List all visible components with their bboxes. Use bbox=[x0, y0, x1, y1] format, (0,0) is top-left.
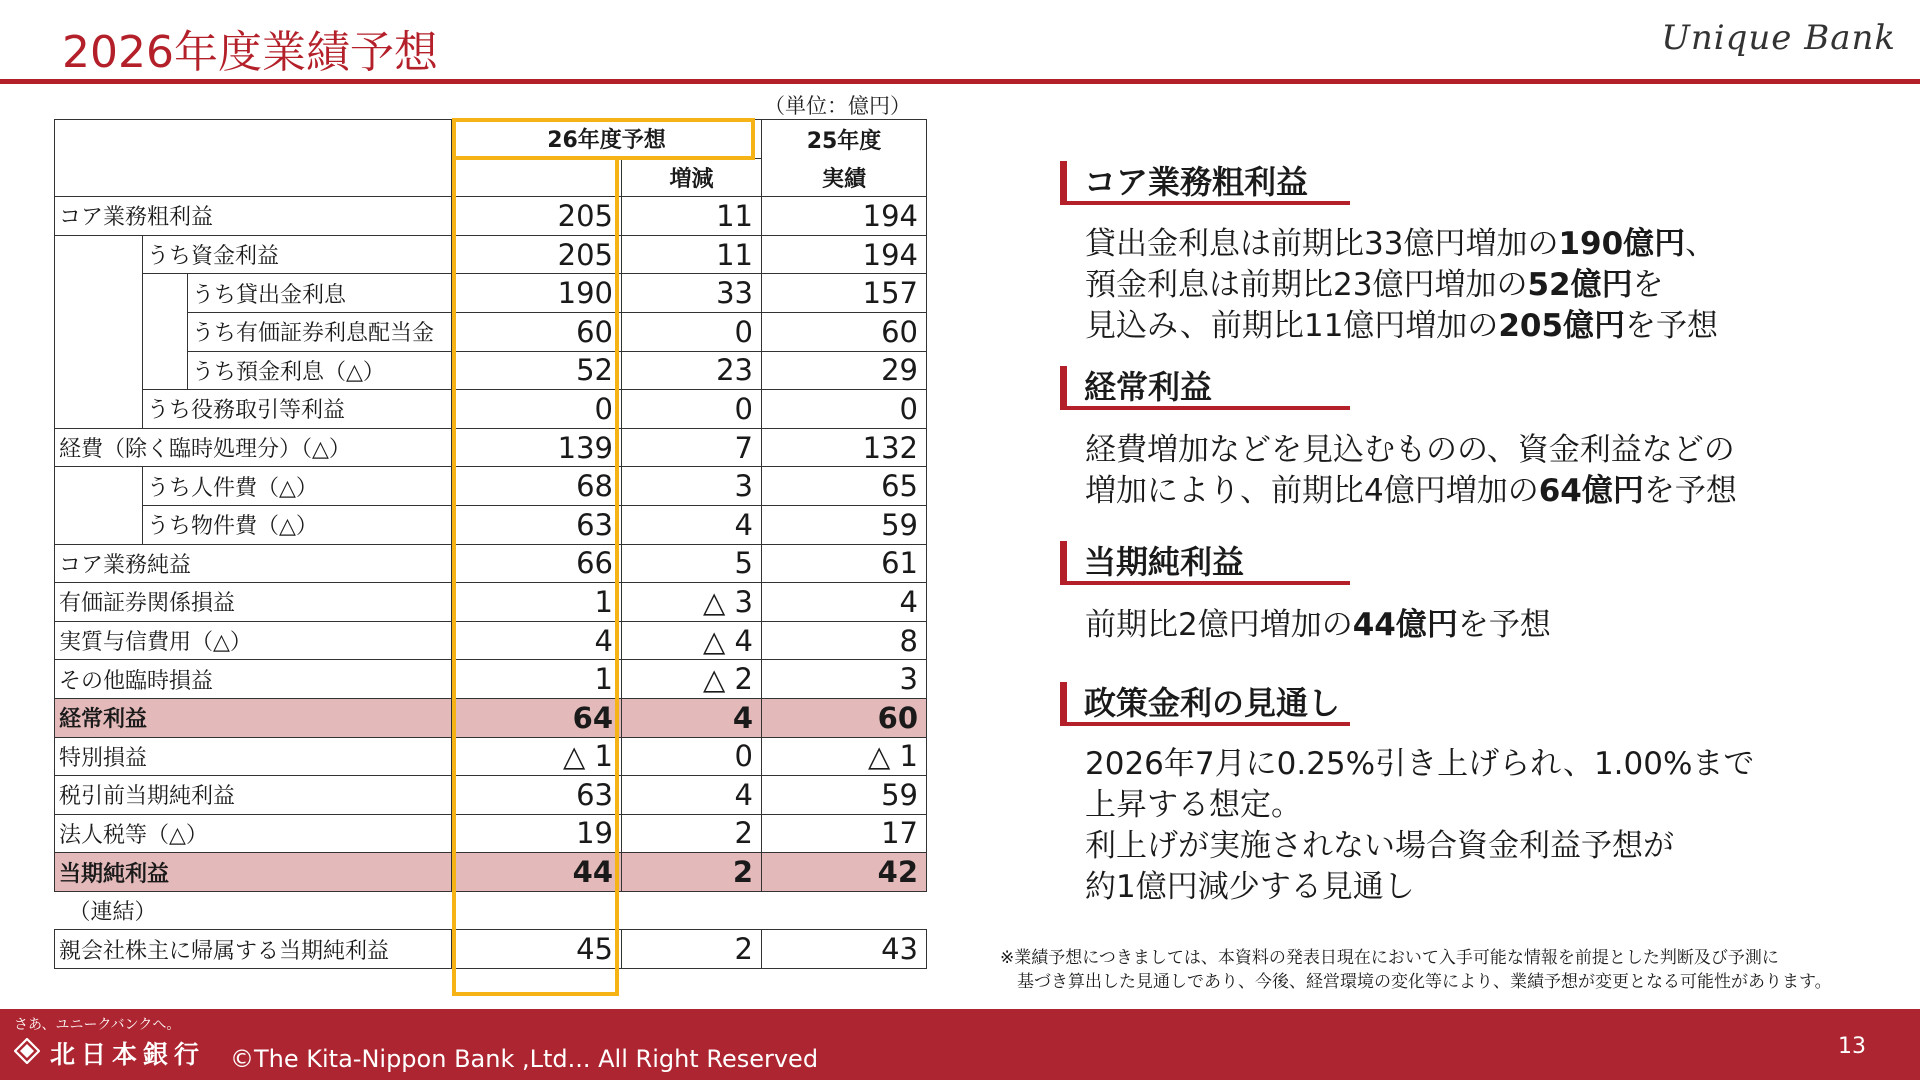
body-emphasis: 190億円 bbox=[1558, 226, 1686, 262]
body-line bbox=[1085, 265, 1718, 306]
body-text: を予想 bbox=[1457, 607, 1551, 643]
cell-v2: 2 bbox=[622, 814, 762, 853]
cell-v3: 4 bbox=[762, 583, 927, 622]
body-text: 上昇する想定。 bbox=[1085, 787, 1302, 823]
heading-accent-bar bbox=[1060, 366, 1067, 406]
cell-v2: 3 bbox=[622, 467, 762, 506]
forecast-highlight-header bbox=[452, 118, 755, 160]
footnote-line: 基づき算出した見通しであり、今後、経営環境の変化等により、業績予想が変更となる可能性があります。 bbox=[1000, 972, 1832, 992]
row-label: その他臨時損益 bbox=[55, 660, 452, 699]
heading-text: 政策金利の見通し bbox=[1084, 684, 1341, 722]
cell-v2: 11 bbox=[622, 235, 762, 274]
indent-spacer bbox=[55, 467, 143, 506]
heading-underline bbox=[1060, 201, 1350, 205]
row-label: 法人税等（△） bbox=[55, 814, 452, 853]
indent-spacer bbox=[55, 390, 143, 429]
heading-underline bbox=[1060, 581, 1350, 585]
indent-spacer bbox=[55, 505, 143, 544]
body-text: 増加により、前期比4億円増加の bbox=[1085, 473, 1539, 509]
row-label: 経費（除く臨時処理分）（△） bbox=[55, 428, 452, 467]
section-body bbox=[1085, 605, 1551, 646]
cell-v1: 205 bbox=[452, 235, 622, 274]
cell-v1: 64 bbox=[452, 698, 622, 737]
indent-spacer bbox=[143, 351, 188, 390]
cell-v3: 17 bbox=[762, 814, 927, 853]
body-text: 貸出金利息は前期比33億円増加の bbox=[1085, 226, 1559, 262]
body-line bbox=[1085, 224, 1718, 265]
footer-slogan: さあ、ユニークバンクへ。 bbox=[14, 1017, 181, 1033]
cell-v2 bbox=[622, 891, 762, 930]
footer-copyright: ©The Kita-Nippon Bank ,Ltd... All Right Reserved bbox=[230, 1045, 819, 1073]
row-label: うち預金利息（△） bbox=[188, 351, 452, 390]
heading-text: コア業務粗利益 bbox=[1084, 163, 1309, 201]
cell-v1: 0 bbox=[452, 390, 622, 429]
bank-logo-icon bbox=[14, 1038, 40, 1064]
body-text: を予想 bbox=[1643, 473, 1737, 509]
indent-spacer bbox=[55, 351, 143, 390]
body-emphasis: 205億円 bbox=[1498, 308, 1626, 344]
cell-v2: 5 bbox=[622, 544, 762, 583]
heading-accent-bar bbox=[1060, 682, 1067, 722]
cell-v1: 60 bbox=[452, 312, 622, 351]
cell-v3: 60 bbox=[762, 312, 927, 351]
cell-v1: 45 bbox=[452, 930, 622, 969]
indent-spacer bbox=[55, 274, 143, 313]
indent-spacer bbox=[143, 274, 188, 313]
row-label: うち物件費（△） bbox=[143, 505, 452, 544]
cell-v1: 68 bbox=[452, 467, 622, 506]
body-emphasis: 64億円 bbox=[1538, 473, 1644, 509]
body-text: 約1億円減少する見通し bbox=[1085, 869, 1415, 905]
cell-v2: 4 bbox=[622, 698, 762, 737]
cell-v3 bbox=[762, 891, 927, 930]
header-forecast: 26年度予想 bbox=[452, 120, 762, 159]
cell-v2: 4 bbox=[622, 505, 762, 544]
section-body bbox=[1085, 224, 1718, 347]
body-text: 見込み、前期比11億円増加の bbox=[1085, 308, 1499, 344]
cell-v3: 194 bbox=[762, 235, 927, 274]
cell-v1: △ 1 bbox=[452, 737, 622, 776]
heading-text: 当期純利益 bbox=[1084, 543, 1245, 581]
body-text: 、 bbox=[1685, 226, 1717, 262]
row-label: うち人件費（△） bbox=[143, 467, 452, 506]
cell-v3: 42 bbox=[762, 853, 927, 892]
cell-v1: 44 bbox=[452, 853, 622, 892]
cell-v3: 43 bbox=[762, 930, 927, 969]
row-label: うち有価証券利息配当金 bbox=[188, 312, 452, 351]
cell-v2: 33 bbox=[622, 274, 762, 313]
cell-v1: 66 bbox=[452, 544, 622, 583]
cell-v2: 7 bbox=[622, 428, 762, 467]
cell-v2: 0 bbox=[622, 737, 762, 776]
cell-v1: 4 bbox=[452, 621, 622, 660]
cell-v2: 2 bbox=[622, 930, 762, 969]
cell-v3: 29 bbox=[762, 351, 927, 390]
cell-v1: 139 bbox=[452, 428, 622, 467]
cell-v3: 194 bbox=[762, 197, 927, 236]
body-text: 前期比2億円増加の bbox=[1085, 607, 1353, 643]
table-corner bbox=[55, 120, 452, 197]
footnote-line: ※業績予想につきましては、本資料の発表日現在において入手可能な情報を前提とした判断及び予測に bbox=[1000, 948, 1779, 968]
heading-underline bbox=[1060, 722, 1350, 726]
heading-text: 経常利益 bbox=[1084, 368, 1213, 406]
cell-v1: 1 bbox=[452, 660, 622, 699]
row-label: うち役務取引等利益 bbox=[143, 390, 452, 429]
cell-v3: △ 1 bbox=[762, 737, 927, 776]
row-label: うち貸出金利息 bbox=[188, 274, 452, 313]
footnote bbox=[1000, 946, 1832, 994]
title-divider bbox=[0, 79, 1920, 84]
body-text: 経費増加などを見込むものの、資金利益などの bbox=[1085, 432, 1735, 468]
cell-v1: 1 bbox=[452, 583, 622, 622]
cell-v2: 2 bbox=[622, 853, 762, 892]
cell-v2: 4 bbox=[622, 776, 762, 815]
row-label: コア業務純益 bbox=[55, 544, 452, 583]
header-actual-year: 25年度 bbox=[762, 120, 927, 159]
heading-underline bbox=[1060, 406, 1350, 410]
indent-spacer bbox=[55, 235, 143, 274]
cell-v2: △ 4 bbox=[622, 621, 762, 660]
cell-v1: 190 bbox=[452, 274, 622, 313]
cell-v3: 60 bbox=[762, 698, 927, 737]
body-line bbox=[1085, 744, 1754, 785]
brand-logo: Unique Bank bbox=[1661, 18, 1896, 58]
cell-v3: 61 bbox=[762, 544, 927, 583]
row-label: 経常利益 bbox=[55, 698, 452, 737]
cell-v2: 0 bbox=[622, 390, 762, 429]
cell-v2: 11 bbox=[622, 197, 762, 236]
section-body bbox=[1085, 430, 1737, 512]
section-body bbox=[1085, 744, 1754, 908]
body-line bbox=[1085, 605, 1551, 646]
footer-bank-name: 北日本銀行 bbox=[50, 1040, 206, 1069]
body-line bbox=[1085, 826, 1754, 867]
heading-accent-bar bbox=[1060, 161, 1067, 201]
unit-label: （単位：億円） bbox=[764, 94, 911, 118]
cell-v3: 8 bbox=[762, 621, 927, 660]
cell-v1: 63 bbox=[452, 776, 622, 815]
indent-spacer bbox=[143, 312, 188, 351]
header-actual-label: 実績 bbox=[762, 158, 927, 197]
body-line bbox=[1085, 471, 1737, 512]
page-title: 2026年度業績予想 bbox=[62, 27, 438, 78]
cell-v2: 23 bbox=[622, 351, 762, 390]
page-number: 13 bbox=[1838, 1034, 1866, 1059]
body-text: を予想 bbox=[1625, 308, 1719, 344]
body-line bbox=[1085, 306, 1718, 347]
body-line bbox=[1085, 785, 1754, 826]
row-label: 実質与信費用（△） bbox=[55, 621, 452, 660]
cell-v3: 59 bbox=[762, 505, 927, 544]
body-text: 2026年7月に0.25%引き上げられ、1.00%まで bbox=[1085, 746, 1755, 782]
row-label: 有価証券関係損益 bbox=[55, 583, 452, 622]
body-line bbox=[1085, 430, 1737, 471]
cell-v3: 3 bbox=[762, 660, 927, 699]
cell-v1: 205 bbox=[452, 197, 622, 236]
row-label: コア業務粗利益 bbox=[55, 197, 452, 236]
cell-v2: 0 bbox=[622, 312, 762, 351]
heading-accent-bar bbox=[1060, 541, 1067, 581]
row-label: 当期純利益 bbox=[55, 853, 452, 892]
cell-v1: 52 bbox=[452, 351, 622, 390]
body-text: を bbox=[1632, 267, 1664, 303]
body-emphasis: 52億円 bbox=[1527, 267, 1633, 303]
cell-v1: 19 bbox=[452, 814, 622, 853]
indent-spacer bbox=[55, 312, 143, 351]
row-label: （連結） bbox=[68, 900, 157, 926]
row-label: 親会社株主に帰属する当期純利益 bbox=[55, 930, 452, 969]
cell-v2: △ 2 bbox=[622, 660, 762, 699]
cell-v2: △ 3 bbox=[622, 583, 762, 622]
body-emphasis: 44億円 bbox=[1352, 607, 1458, 643]
cell-v1: 63 bbox=[452, 505, 622, 544]
row-label: 特別損益 bbox=[55, 737, 452, 776]
cell-v3: 132 bbox=[762, 428, 927, 467]
cell-v3: 65 bbox=[762, 467, 927, 506]
body-text: 預金利息は前期比23億円増加の bbox=[1085, 267, 1528, 303]
forecast-highlight-column bbox=[452, 156, 619, 996]
cell-v3: 59 bbox=[762, 776, 927, 815]
header-change: 増減 bbox=[622, 158, 762, 197]
body-text: 利上げが実施されない場合資金利益予想が bbox=[1085, 828, 1674, 864]
body-line bbox=[1085, 867, 1754, 908]
cell-v3: 157 bbox=[762, 274, 927, 313]
row-label: 税引前当期純利益 bbox=[55, 776, 452, 815]
cell-v3: 0 bbox=[762, 390, 927, 429]
row-label: うち資金利益 bbox=[143, 235, 452, 274]
